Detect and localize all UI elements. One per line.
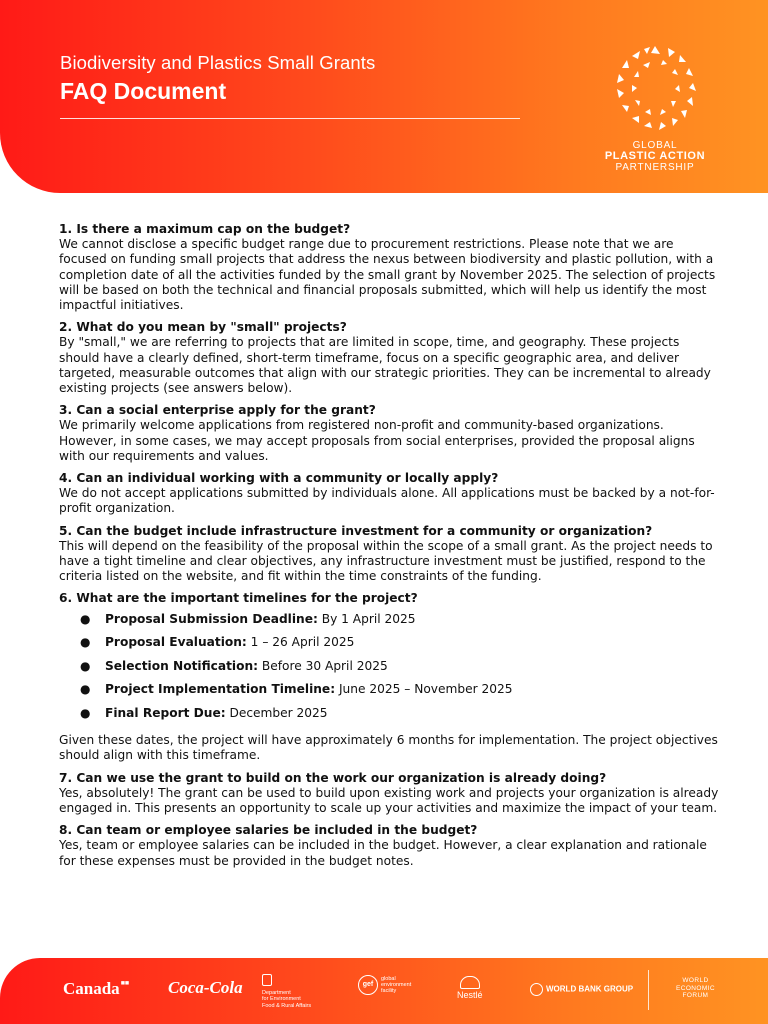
timeline-value: December 2025 xyxy=(225,705,328,720)
faq-item xyxy=(59,471,719,517)
timeline-item xyxy=(59,659,719,683)
faq-answer: We primarily welcome applications from registered non-profit and community-based organizations. However, in some cases, we may accept proposals from social enterprises, provided the proposal aligns with our requirements and values. xyxy=(59,418,695,463)
logo-text-partnership: PARTNERSHIP xyxy=(615,162,695,173)
wef-line: ECONOMIC xyxy=(676,984,715,992)
timeline-label: Proposal Evaluation: xyxy=(105,635,247,650)
faq-question: 1. Is there a maximum cap on the budget? xyxy=(59,222,351,236)
faq-question: 2. What do you mean by "small" projects? xyxy=(59,320,347,335)
wef-logo xyxy=(676,977,715,1000)
sponsor-footer xyxy=(0,958,768,1024)
timeline-label: Selection Notification: xyxy=(105,658,258,673)
timeline-label: Project Implementation Timeline: xyxy=(105,682,336,697)
document-title: FAQ Document xyxy=(60,78,227,104)
timeline-value: By 1 April 2025 xyxy=(317,611,416,626)
defra-logo xyxy=(262,974,311,1009)
timeline-item xyxy=(59,635,719,659)
nestle-wordmark: Nestlé xyxy=(457,990,483,1000)
wef-line: FORUM xyxy=(682,992,709,999)
gpap-ring-icon xyxy=(605,40,705,140)
faq-answer: This will depend on the feasibility of the proposal within the scope of a small grant. As the project needs to have a tight timeline and clear objectives, any infrastructure investment must be justified, respond to the criteria listed on the website, and fit within the time constraints of the funding. xyxy=(59,538,713,584)
timeline-label: Final Report Due: xyxy=(105,705,226,720)
faq-question: 3. Can a social enterprise apply for the grant? xyxy=(59,403,376,418)
faq-answer: Yes, team or employee salaries can be included in the budget. However, a clear explanation and rationale for these expenses must be provided in the budget notes. xyxy=(59,838,707,868)
faq-item xyxy=(59,591,719,763)
faq-item xyxy=(59,320,719,396)
canada-wordmark: Canada xyxy=(63,979,120,998)
faq-content xyxy=(59,222,719,876)
defra-line: Food & Rural Affairs xyxy=(262,1002,312,1009)
timeline-item xyxy=(59,612,719,636)
canada-logo xyxy=(63,979,129,999)
faq-answer: Given these dates, the project will have approximately 6 months for implementation. The project objectives should align with this timeframe. xyxy=(59,733,718,763)
timeline-value: 1 – 26 April 2025 xyxy=(246,635,355,650)
crest-icon xyxy=(262,974,272,986)
header-banner xyxy=(0,0,768,193)
nest-icon xyxy=(460,976,480,989)
timeline-list xyxy=(59,612,719,730)
faq-answer: We cannot disclose a specific budget range due to procurement restrictions. Please note that we are focused on funding small projects that address the nexus between biodiversity and plastic pollution, with a completion date of all the activities funded by the small grant by November 2025. The selection of projects will be based on both the technical and financial proposals submitted, which will help us identify the most impactful initiatives. xyxy=(59,237,716,313)
gef-line: environment xyxy=(381,981,412,988)
bullet-icon: ● xyxy=(80,658,91,673)
faq-item xyxy=(59,403,719,464)
canada-flag-icon: ■■ xyxy=(120,979,130,987)
faq-question: 8. Can team or employee salaries be included in the budget? xyxy=(59,823,478,838)
coca-cola-logo: Coca-Cola xyxy=(168,978,243,997)
timeline-label: Proposal Submission Deadline: xyxy=(105,611,318,626)
faq-question: 7. Can we use the grant to build on the work our organization is already doing? xyxy=(59,770,607,785)
gef-mark-icon: gef xyxy=(358,975,378,995)
faq-question: 4. Can an individual working with a community or locally apply? xyxy=(59,471,499,486)
logo-text-global: GLOBAL xyxy=(632,140,678,151)
globe-icon xyxy=(530,983,543,996)
timeline-value: June 2025 – November 2025 xyxy=(335,682,513,697)
faq-answer: By "small," we are referring to projects that are limited in scope, time, and geography. These projects should have a clearly defined, short-term timeframe, focus on a specific geographic area, and deliver targeted, measurable outcomes that align with our strategic priorities. They can be incremental to already existing projects (see answers below). xyxy=(59,335,711,396)
faq-item xyxy=(59,823,719,869)
faq-answer: Yes, absolutely! The grant can be used to build upon existing work and projects your organization is already engaged in. This presents an opportunity to scale up your activities and maximize the impact of your team. xyxy=(59,785,719,815)
faq-item xyxy=(59,771,719,817)
bullet-icon: ● xyxy=(80,611,91,626)
faq-item xyxy=(59,222,719,313)
world-bank-wordmark: WORLD BANK GROUP xyxy=(546,984,634,994)
nestle-logo xyxy=(457,976,483,1000)
bullet-icon: ● xyxy=(80,635,91,650)
faq-item xyxy=(59,524,719,585)
timeline-value: Before 30 April 2025 xyxy=(258,658,388,673)
timeline-item xyxy=(59,682,719,706)
world-bank-logo xyxy=(530,983,633,996)
faq-question: 6. What are the important timelines for the project? xyxy=(59,591,418,606)
document-subtitle: Biodiversity and Plastics Small Grants xyxy=(60,52,376,73)
gef-logo xyxy=(358,975,411,995)
gef-line: facility xyxy=(381,988,397,995)
logo-text-plastic-action: PLASTIC ACTION xyxy=(604,150,706,162)
gef-line: global xyxy=(381,975,396,982)
gpap-logo xyxy=(590,40,720,185)
wef-line: WORLD xyxy=(682,977,709,984)
bullet-icon: ● xyxy=(80,705,91,720)
gef-text xyxy=(381,976,411,995)
faq-question: 5. Can the budget include infrastructure investment for a community or organization? xyxy=(59,523,653,538)
defra-line: for Environment xyxy=(262,996,301,1003)
defra-line: Department xyxy=(262,990,291,997)
faq-answer: We do not accept applications submitted by individuals alone. All applications must be backed by a not-for-profit organization. xyxy=(59,486,715,516)
bullet-icon: ● xyxy=(80,682,91,697)
timeline-item xyxy=(59,706,719,730)
header-divider xyxy=(60,118,520,119)
footer-divider xyxy=(648,970,649,1010)
